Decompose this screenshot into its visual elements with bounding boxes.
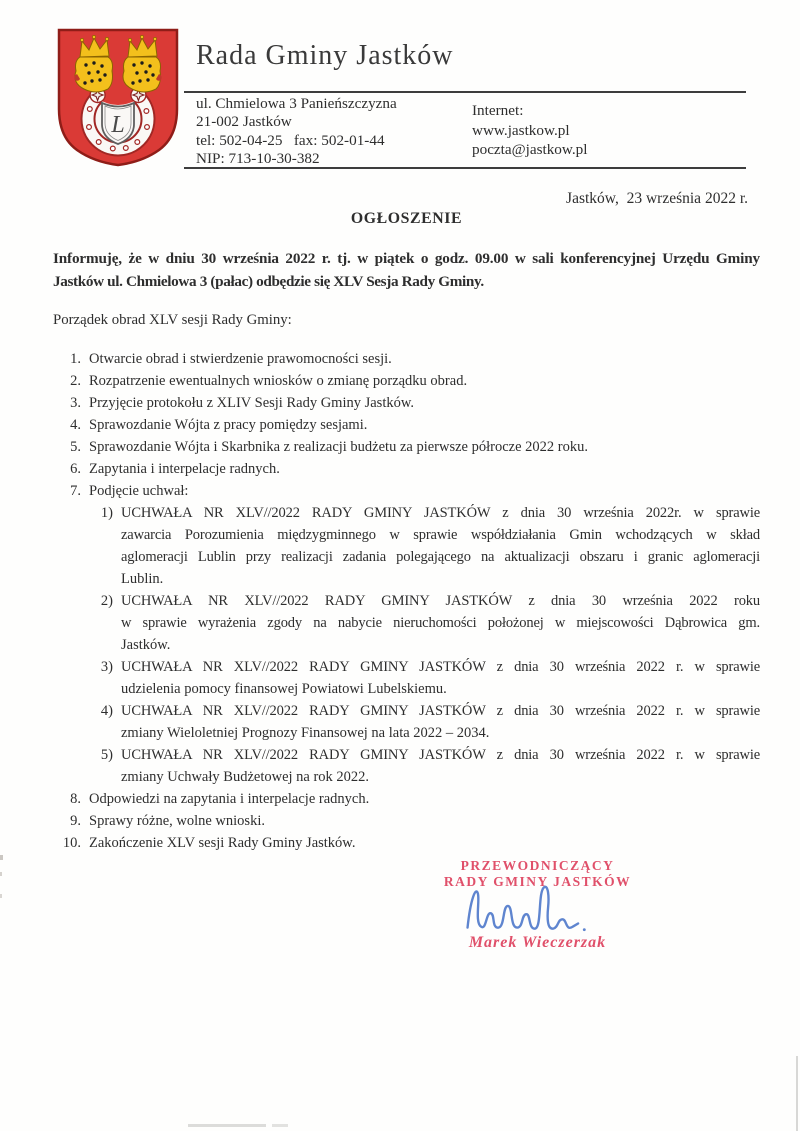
agenda-text-line: UCHWAŁA NR XLV//2022 RADY GMINY JASTKÓW z dnia 30 września 2022r. w sprawie xyxy=(121,505,760,521)
agenda-item-number: 8. xyxy=(70,791,81,807)
dateline: Jastków, 23 września 2022 r. xyxy=(566,190,748,207)
agenda-subitem xyxy=(91,700,760,744)
agenda-item-text xyxy=(121,700,760,744)
svg-text:L: L xyxy=(111,112,125,138)
agenda-item-number: 4) xyxy=(100,703,113,719)
agenda-text-line: Sprawy różne, wolne wnioski. xyxy=(89,813,265,829)
agenda-item xyxy=(53,810,760,832)
header-divider-top xyxy=(184,91,746,93)
agenda-item-number: 1. xyxy=(70,351,81,367)
address-line: NIP: 713-10-30-382 xyxy=(196,150,320,168)
agenda-item xyxy=(53,436,760,458)
agenda-text-line: zmiany Wieloletniej Prognozy Finansowej na lata 2022 – 2034. xyxy=(121,725,490,741)
agenda-item-number: 9. xyxy=(70,813,81,829)
contact-block xyxy=(472,101,588,160)
agenda-heading: Porządek obrad XLV sesji Rady Gminy: xyxy=(53,312,292,328)
agenda-text-line: UCHWAŁA NR XLV//2022 RADY GMINY JASTKÓW z dnia 30 września 2022 r. w sprawie xyxy=(121,747,760,763)
agenda-item xyxy=(53,832,760,854)
agenda-item xyxy=(53,788,760,810)
agenda-item-number: 10. xyxy=(62,835,81,851)
agenda-item-text xyxy=(121,590,760,656)
agenda-item xyxy=(53,414,760,436)
handwritten-signature xyxy=(458,878,630,940)
agenda-item-text xyxy=(89,392,760,414)
agenda-text-line: Rozpatrzenie ewentualnych wniosków o zmianę porządku obrad. xyxy=(89,373,468,389)
intro-line: Informuję, że w dniu 30 września 2022 r. tj. w piątek o godz. 09.00 w sali konferencyjnej Urzędu Gminy xyxy=(53,250,760,267)
agenda-text-line: Zapytania i interpelacje radnych. xyxy=(89,461,280,477)
agenda-item-text xyxy=(89,458,760,480)
agenda-item-text xyxy=(121,744,760,788)
agenda-item xyxy=(53,458,760,480)
agenda-item-text xyxy=(89,370,760,392)
scan-artifact xyxy=(0,894,2,898)
agenda-subitem xyxy=(91,502,760,590)
header-divider-bottom xyxy=(184,167,746,169)
agenda-text-line: Jastków. xyxy=(121,637,171,653)
agenda-item-number: 2. xyxy=(70,373,81,389)
agenda-item xyxy=(53,392,760,414)
agenda-item-number: 5. xyxy=(70,439,81,455)
agenda-item-number: 5) xyxy=(100,747,113,763)
agenda-subitem xyxy=(91,744,760,788)
jastkow-coat-of-arms-icon xyxy=(56,27,180,168)
agenda-sublist xyxy=(91,502,760,788)
address-line: 21-002 Jastków xyxy=(196,113,292,131)
agenda-item xyxy=(53,480,760,788)
website-url: www.jastkow.pl xyxy=(472,121,570,139)
agenda-item-text xyxy=(89,414,760,436)
agenda-item-text xyxy=(89,480,760,788)
stamp-role-line1: PRZEWODNICZĄCY xyxy=(460,858,615,873)
agenda-item-number: 3. xyxy=(70,395,81,411)
agenda-item-text xyxy=(121,656,760,700)
agenda-text-line: UCHWAŁA NR XLV//2022 RADY GMINY JASTKÓW z dnia 30 września 2022 roku xyxy=(121,593,760,609)
agenda-subitem xyxy=(91,656,760,700)
agenda-text-line: UCHWAŁA NR XLV//2022 RADY GMINY JASTKÓW z dnia 30 września 2022 r. w sprawie xyxy=(121,703,760,719)
stamp-role-line2: RADY GMINY JASTKÓW xyxy=(443,874,632,889)
address-block xyxy=(196,95,397,169)
scan-artifact xyxy=(272,1124,288,1127)
document-title: OGŁOSZENIE xyxy=(350,210,463,227)
agenda-text-line: Otwarcie obrad i stwierdzenie prawomocności sesji. xyxy=(89,351,392,367)
scan-artifact xyxy=(0,872,2,876)
agenda-list xyxy=(53,348,760,854)
agenda-item-number: 1) xyxy=(100,505,113,521)
agenda-item-text xyxy=(89,810,760,832)
agenda-item-text xyxy=(89,832,760,854)
email-address: poczta@jastkow.pl xyxy=(472,141,588,158)
agenda-text-line: zawarcia Porozumienia międzygminnego w sprawie współdziałania Gmin wchodzących w skład xyxy=(121,527,760,543)
scan-artifact xyxy=(0,855,3,860)
intro-line: Jastków ul. Chmielowa 3 (pałac) odbędzie się XLV Sesja Rady Gminy. xyxy=(53,273,484,290)
agenda-text-line: w sprawie wyrażenia zgody na nabycie nieruchomości położonej w miejscowości Dąbrowica gm. xyxy=(121,615,760,631)
scan-artifact xyxy=(188,1124,266,1127)
agenda-text-line: aglomeracji Lublin przy realizacji zadania polegającego na aktualizacji obszaru i granic aglomeracji xyxy=(121,549,760,565)
intro-paragraph xyxy=(53,247,760,293)
agenda-subitem xyxy=(91,590,760,656)
signer-name: Marek Wieczerzak xyxy=(468,934,607,951)
agenda-item-text xyxy=(89,348,760,370)
agenda-item-number: 6. xyxy=(70,461,81,477)
agenda-item-number: 3) xyxy=(100,659,113,675)
agenda-text-line: UCHWAŁA NR XLV//2022 RADY GMINY JASTKÓW z dnia 30 września 2022 r. w sprawie xyxy=(121,659,760,675)
agenda-item-text xyxy=(121,502,760,590)
agenda-item-number: 4. xyxy=(70,417,81,433)
agenda-text-line: Podjęcie uchwał: xyxy=(89,483,189,499)
agenda-item xyxy=(53,348,760,370)
agenda-text-line: udzielenia pomocy finansowej Powiatowi Lubelskiemu. xyxy=(121,681,447,697)
agenda-text-line: Sprawozdanie Wójta i Skarbnika z realizacji budżetu za pierwsze półrocze 2022 roku. xyxy=(89,439,588,455)
agenda-text-line: Sprawozdanie Wójta z pracy pomiędzy sesjami. xyxy=(89,417,368,433)
address-line: ul. Chmielowa 3 Panieńszczyzna xyxy=(196,95,397,112)
agenda-item-number: 2) xyxy=(100,593,113,609)
agenda-item-number: 7. xyxy=(70,483,81,499)
agenda-item-text xyxy=(89,788,760,810)
agenda-item-text xyxy=(89,436,760,458)
agenda-text-line: Lublin. xyxy=(121,571,164,587)
signature-block xyxy=(420,858,655,952)
agenda-item xyxy=(53,370,760,392)
organization-name: Rada Gminy Jastków xyxy=(196,40,454,71)
internet-label: Internet: xyxy=(472,102,524,119)
agenda-text-line: Zakończenie XLV sesji Rady Gminy Jastków. xyxy=(89,835,356,851)
address-line: tel: 502-04-25 fax: 502-01-44 xyxy=(196,131,385,149)
agenda-text-line: zmiany Uchwały Budżetowej na rok 2022. xyxy=(121,769,370,785)
agenda-text-line: Przyjęcie protokołu z XLIV Sesji Rady Gminy Jastków. xyxy=(89,395,414,411)
scan-artifact xyxy=(796,1056,798,1131)
agenda-text-line: Odpowiedzi na zapytania i interpelacje radnych. xyxy=(89,791,370,807)
